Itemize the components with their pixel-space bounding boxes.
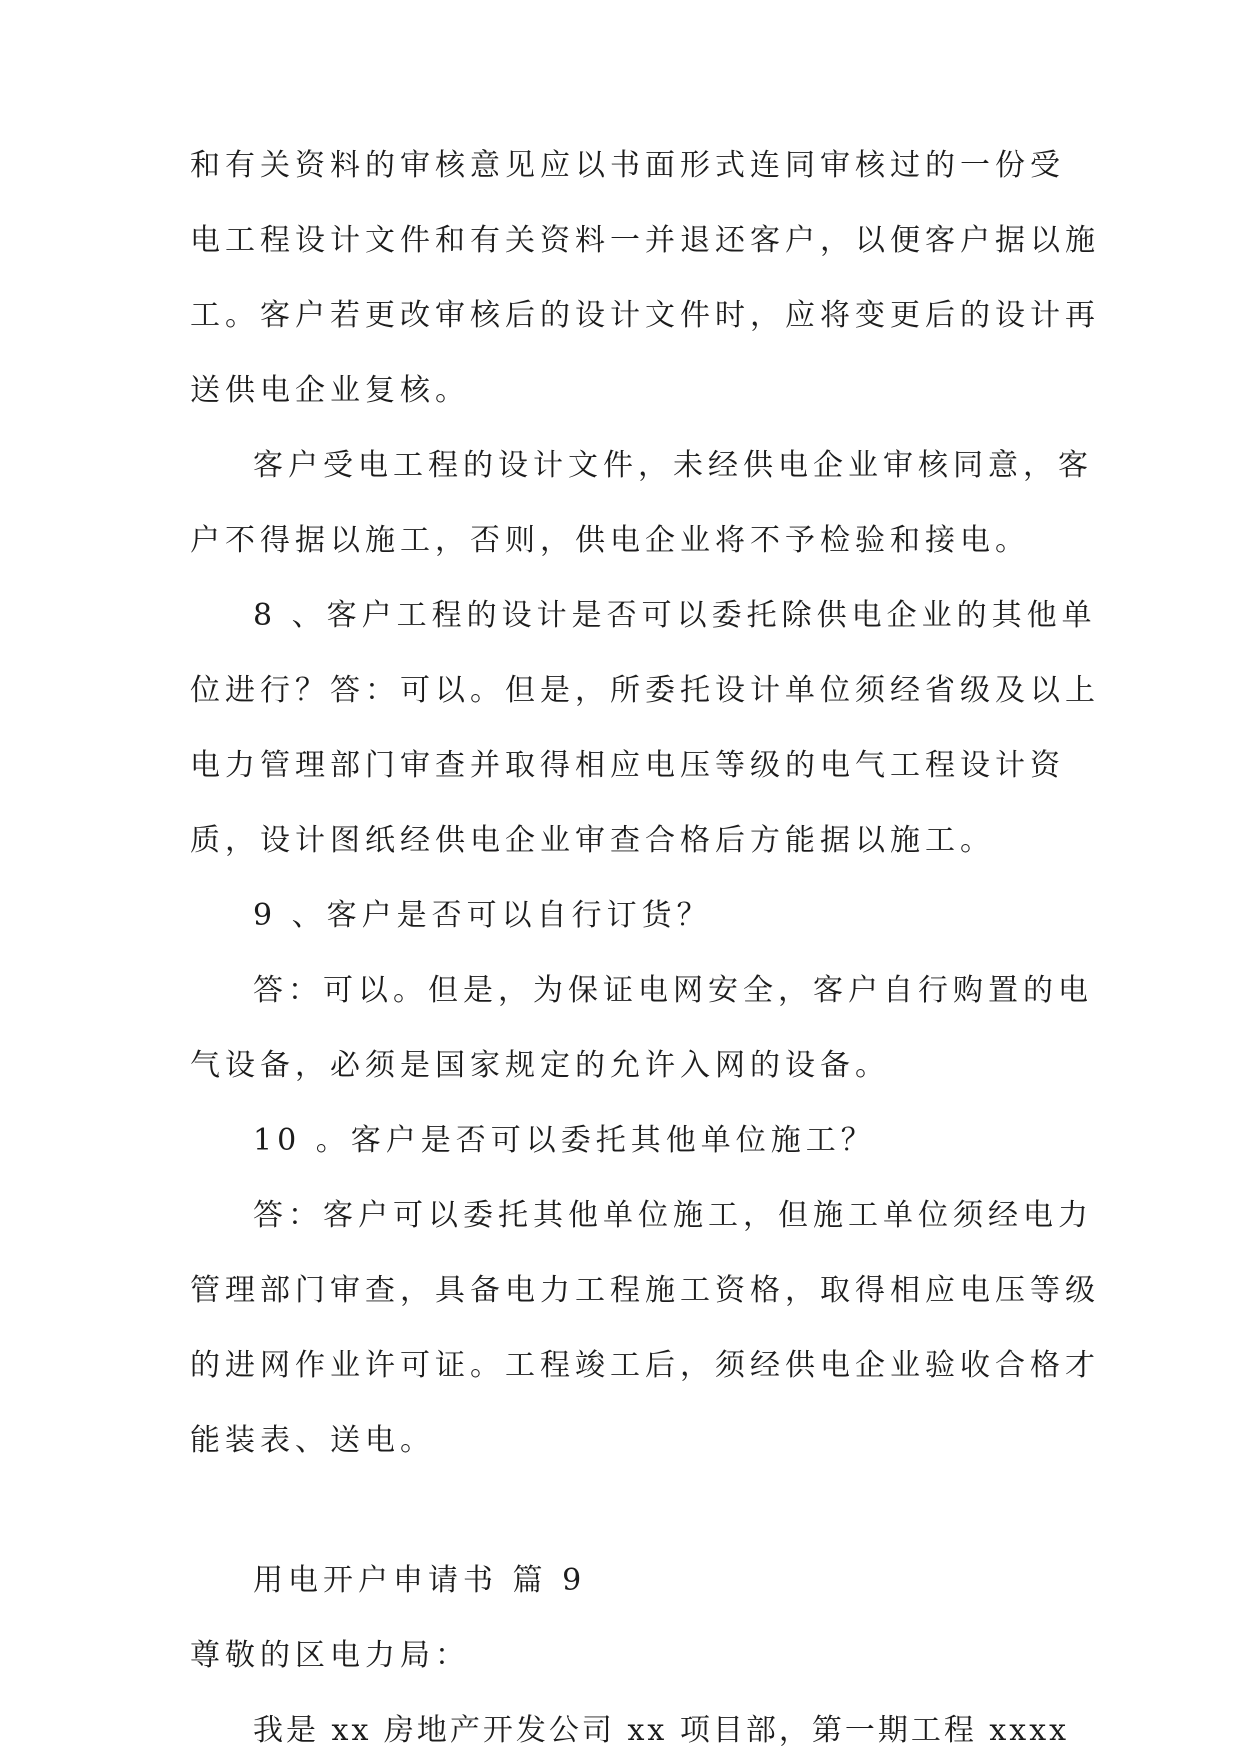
text-line: 位进行？答：可以。但是，所委托设计单位须经省级及以上 — [190, 673, 1100, 708]
question-10: 10 。客户是否可以委托其他单位施工？ — [253, 1123, 876, 1158]
question-9: 9 、客户是否可以自行订货？ — [253, 898, 712, 933]
text-line: 能装表、送电。 — [190, 1423, 435, 1458]
answer-9-first-line: 答：可以。但是，为保证电网安全，客户自行购置的电 — [253, 973, 1093, 1008]
text-line: 电工程设计文件和有关资料一并退还客户，以便客户据以施 — [190, 223, 1100, 258]
text-line: 气设备，必须是国家规定的允许入网的设备。 — [190, 1048, 890, 1083]
salutation: 尊敬的区电力局： — [190, 1638, 470, 1673]
section-heading: 用电开户申请书 篇 9 — [253, 1563, 587, 1598]
text-line: 管理部门审查，具备电力工程施工资格，取得相应电压等级 — [190, 1273, 1100, 1308]
text-line: 工。客户若更改审核后的设计文件时，应将变更后的设计再 — [190, 298, 1100, 333]
letter-body-first-line: 我是 xx 房地产开发公司 xx 项目部，第一期工程 xxxx — [253, 1713, 1070, 1748]
text-line: 和有关资料的审核意见应以书面形式连同审核过的一份受 — [190, 148, 1065, 183]
text-line: 送供电企业复核。 — [190, 373, 470, 408]
text-line: 电力管理部门审查并取得相应电压等级的电气工程设计资 — [190, 748, 1065, 783]
paragraph-first-line: 客户受电工程的设计文件，未经供电企业审核同意，客 — [253, 448, 1093, 483]
text-line: 质，设计图纸经供电企业审查合格后方能据以施工。 — [190, 823, 995, 858]
answer-10-first-line: 答：客户可以委托其他单位施工，但施工单位须经电力 — [253, 1198, 1093, 1233]
question-8-first-line: 8 、客户工程的设计是否可以委托除供电企业的其他单 — [253, 598, 1097, 633]
text-line: 的进网作业许可证。工程竣工后，须经供电企业验收合格才 — [190, 1348, 1100, 1383]
text-line: 户不得据以施工，否则，供电企业将不予检验和接电。 — [190, 523, 1030, 558]
